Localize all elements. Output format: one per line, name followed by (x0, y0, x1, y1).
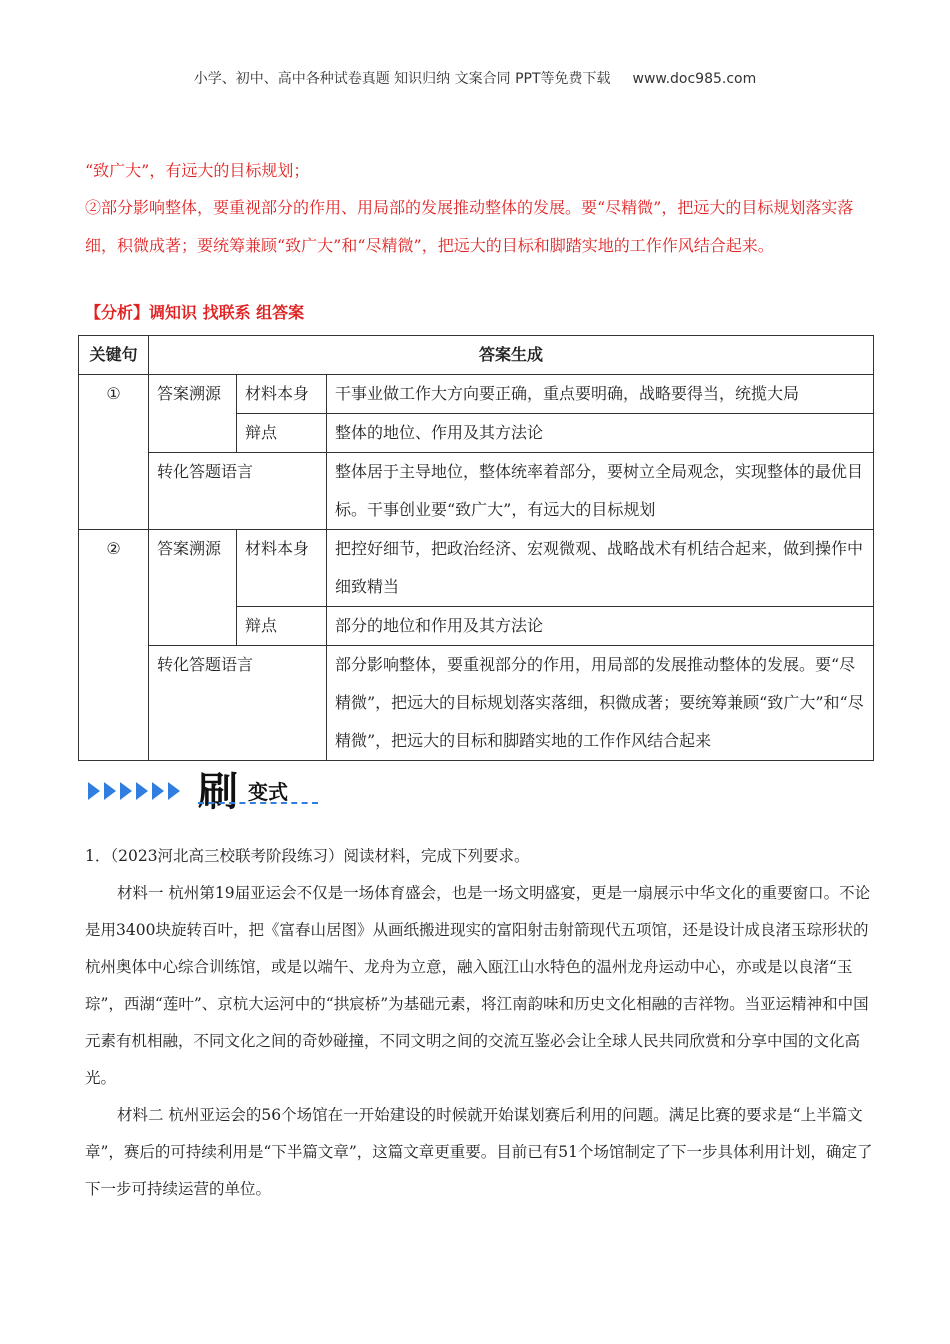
table-row (79, 530, 874, 607)
header-key-sentence: 关键句 (79, 336, 149, 375)
question-line: 1．（2023河北高三校联考阶段练习）阅读材料，完成下列要求。 (85, 847, 530, 865)
convert-label: 转化答题语言 (149, 453, 327, 530)
group-index: ② (79, 530, 149, 761)
chevron-right-icon (168, 782, 180, 800)
section-banner (88, 760, 328, 815)
material-text: 干事业做工作大方向要正确，重点要明确，战略要得当，统揽大局 (327, 375, 874, 414)
material-two: 材料二 杭州亚运会的56个场馆在一开始建设的时候就开始谋划赛后利用的问题。满足比赛的要求是“上半篇文章”，赛后的可持续利用是“下半篇文章”，这篇文章更重要。目前已有51个场馆制定了下一步具体利用计划，确定了下一步可持续运营的单位。 (85, 1106, 873, 1198)
banner-brush-char: 刷 (198, 768, 238, 815)
chevron-right-icon (104, 782, 116, 800)
header-answer: 答案生成 (149, 336, 874, 375)
material-text: 把控好细节，把政治经济、宏观微观、战略战术有机结合起来，做到操作中细致精当 (327, 530, 874, 607)
table-row (79, 646, 874, 761)
point-text: 整体的地位、作用及其方法论 (327, 414, 874, 453)
convert-text: 部分影响整体，要重视部分的作用，用局部的发展推动整体的发展。要“尽精微”，把远大的目标规划落实落细，积微成著；要统筹兼顾“致广大”和“尽精微”，把远大的目标和脚踏实地的工作作风结合起来 (327, 646, 874, 761)
table-row (79, 375, 874, 414)
chevron-right-icon (88, 782, 100, 800)
header-text: 小学、初中、高中各种试卷真题 知识归纳 文案合同 PPT等免费下载 (193, 71, 611, 87)
material-one: 材料一 杭州第19届亚运会不仅是一场体育盛会，也是一场文明盛宴，更是一扇展示中华文化的重要窗口。不论是用3400块旋转百叶，把《富春山居图》从画纸搬进现实的富阳射击射箭现代五项馆，还是设计成良渚玉琮形状的杭州奥体中心综合训练馆，或是以端午、龙舟为立意，融入瓯江山水特色的温州龙舟运动中心，亦或是以良渚“玉琮”，西湖“莲叶”、京杭大运河中的“拱宸桥”为基础元素，将江南韵味和历史文化相融的吉祥物。当亚运精神和中国元素有机相融，不同文化之间的奇妙碰撞，不同文明之间的交流互鉴必会让全球人民共同欣赏和分享中国的文化高光。 (85, 884, 871, 1087)
banner-underline (198, 802, 318, 804)
source-label: 答案溯源 (149, 375, 237, 453)
table-header-row (79, 336, 874, 375)
table-row (79, 453, 874, 530)
source-label: 答案溯源 (149, 530, 237, 646)
page-header (0, 68, 950, 88)
banner-label: 变式 (248, 780, 288, 804)
convert-text: 整体居于主导地位，整体统率着部分，要树立全局观念，实现整体的最优目标。干事创业要“致广大”，有远大的目标规划 (327, 453, 874, 530)
answer-table (78, 335, 874, 761)
header-url[interactable]: www.doc985.com (632, 71, 757, 87)
chevron-right-icon (120, 782, 132, 800)
group-index: ① (79, 375, 149, 530)
point-text: 部分的地位和作用及其方法论 (327, 607, 874, 646)
chevron-right-icon (136, 782, 148, 800)
material-label: 材料本身 (237, 530, 327, 607)
chevron-right-icon (152, 782, 164, 800)
point-label: 辩点 (237, 607, 327, 646)
point-label: 辩点 (237, 414, 327, 453)
red-paragraph-1: “致广大”，有远大的目标规划； (85, 161, 310, 180)
analysis-title: 【分析】调知识 找联系 组答案 (85, 303, 305, 322)
red-paragraph-2: ②部分影响整体，要重视部分的作用、用局部的发展推动整体的发展。要“尽精微”，把远大的目标规划落实落细，积微成著；要统筹兼顾“致广大”和“尽精微”，把远大的目标和脚踏实地的工作作风结合起来。 (85, 198, 854, 255)
material-label: 材料本身 (237, 375, 327, 414)
convert-label: 转化答题语言 (149, 646, 327, 761)
